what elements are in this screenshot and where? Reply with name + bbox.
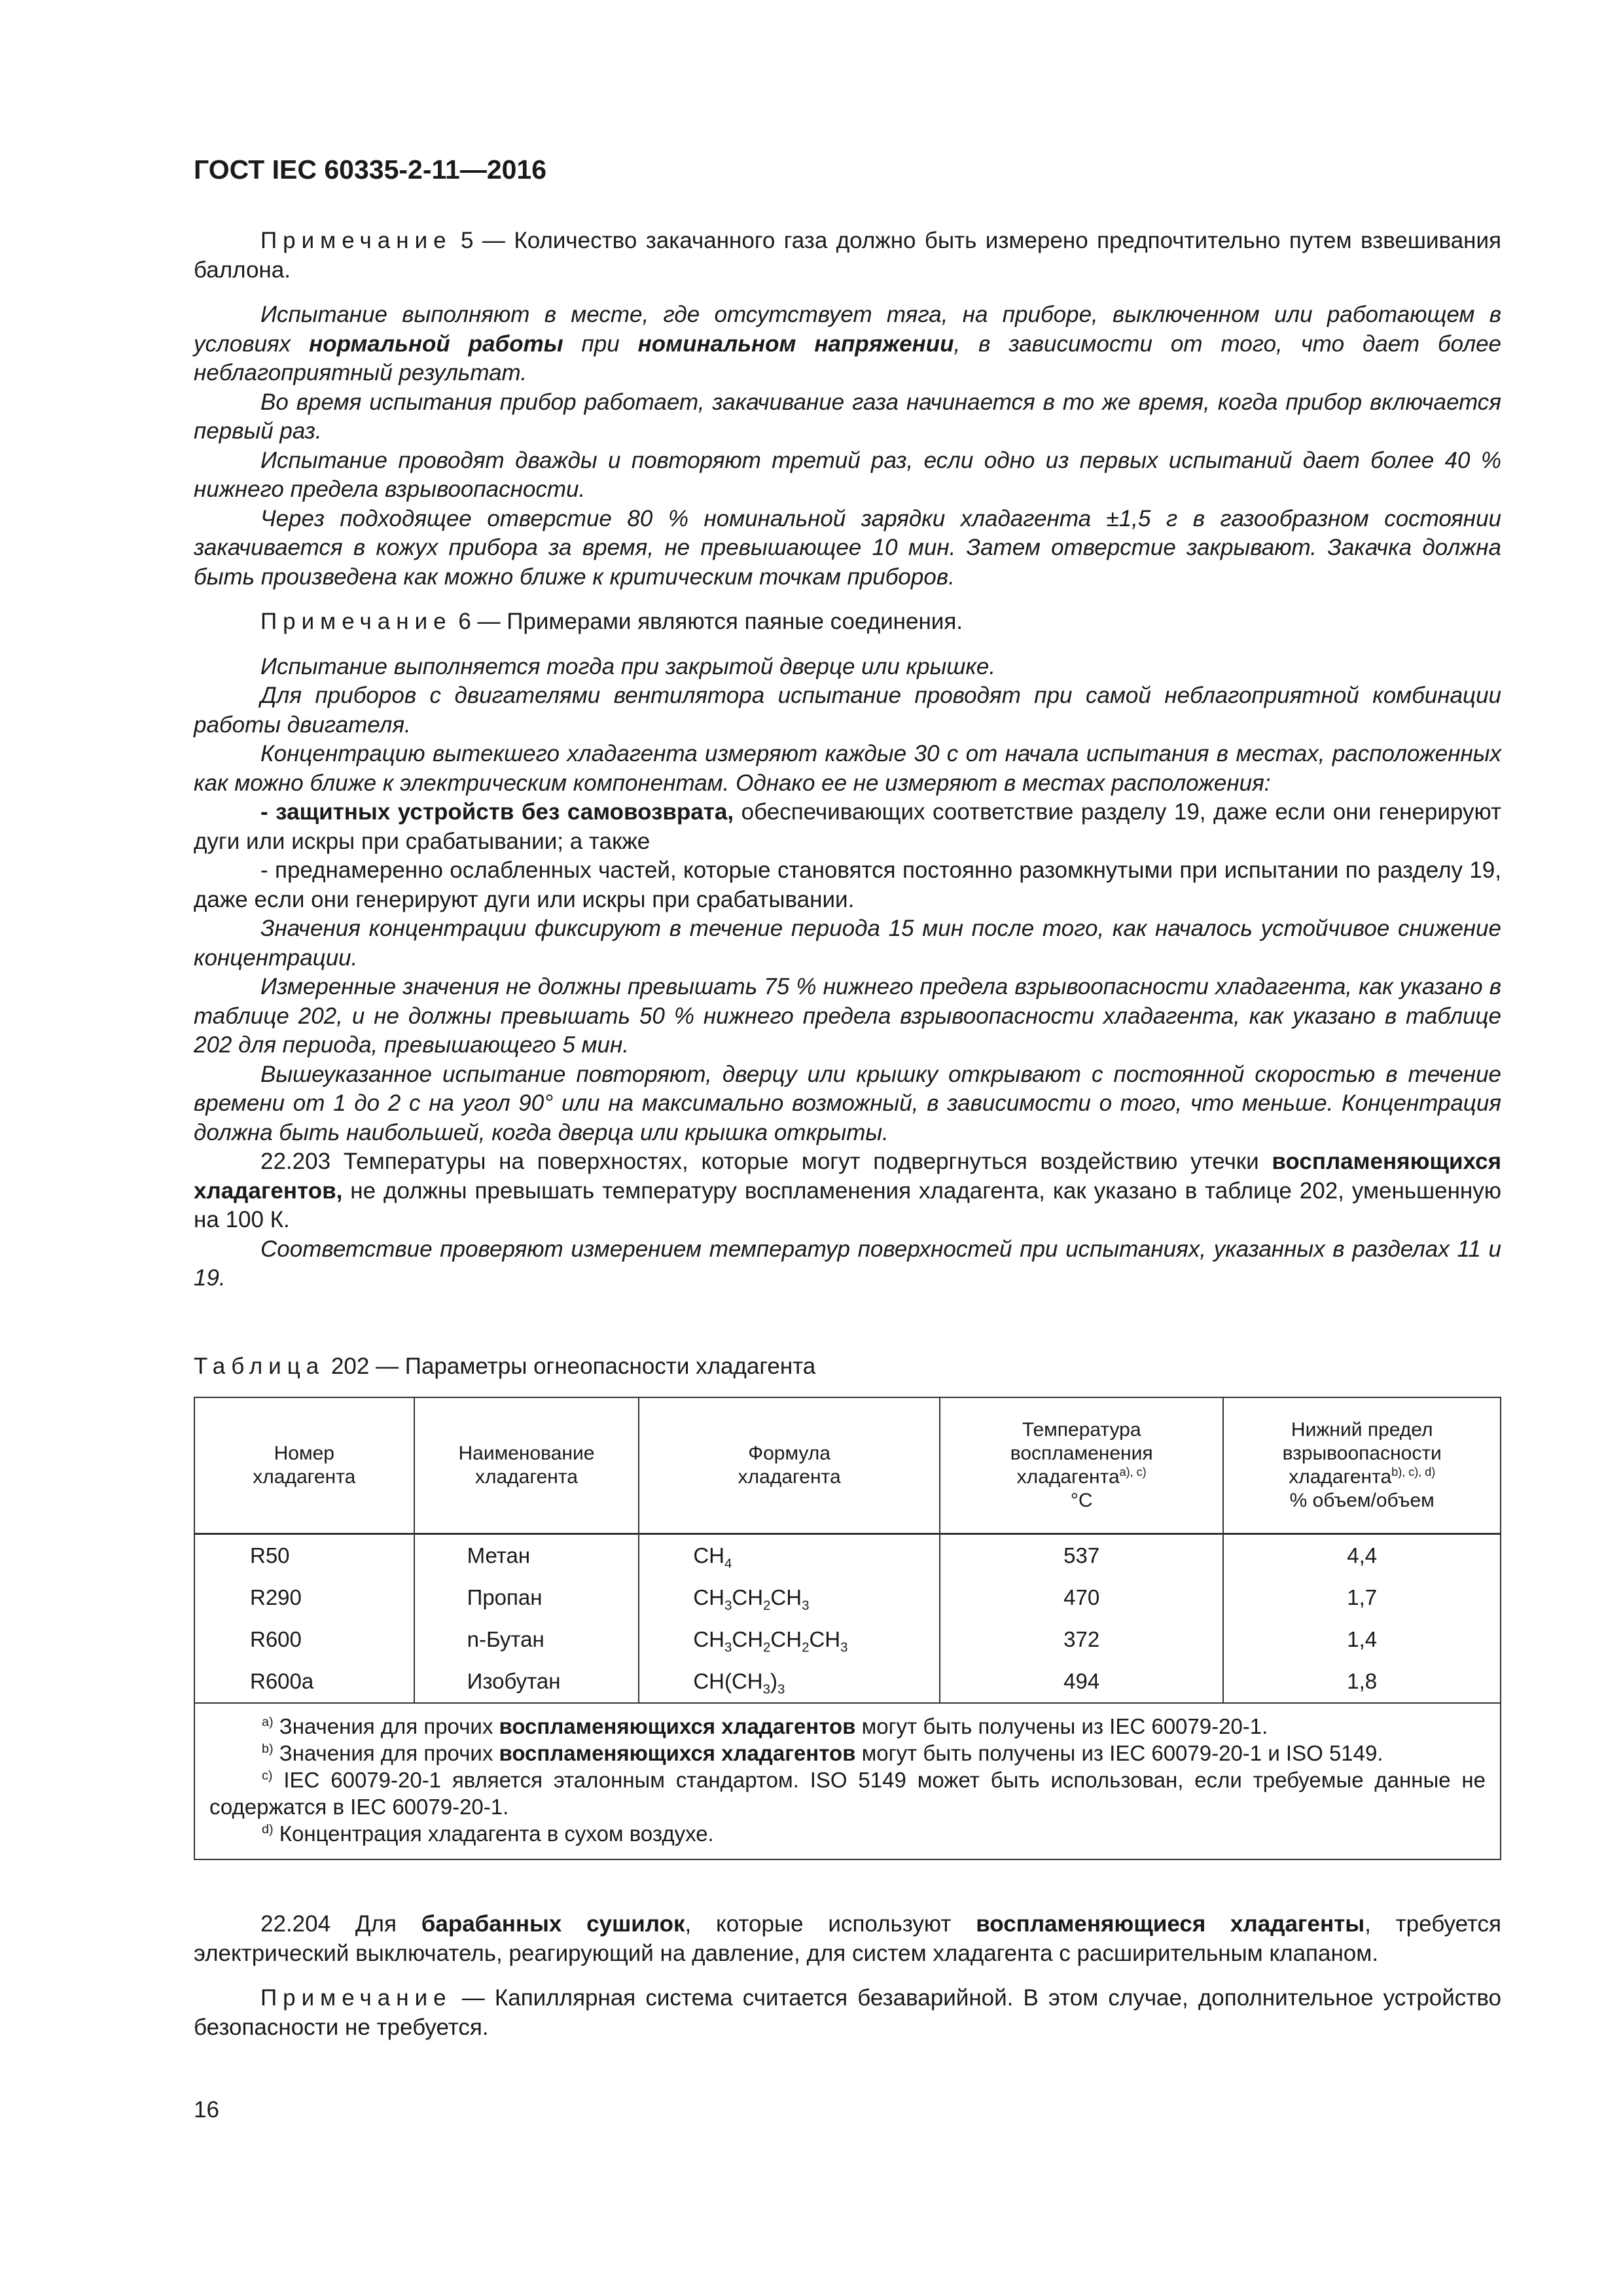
cell-ignition-temp: 470 <box>940 1577 1223 1619</box>
gas-injection-paragraph: Через подходящее отверстие 80 % номинальной зарядки хладагента ±1,5 г в газообразном состоянии закачивается в кожух прибора за время, не превышающее 10 мин. Затем отверстие закрывают. Закачка должна быть произведена как можно ближе к критическим точкам приборов. <box>194 505 1501 590</box>
footnote-a: $^{a)}$ Значения для прочих воспламеняющихся хладагентов могут быть получены из IEC 60079-20-1. <box>262 1714 1268 1738</box>
main-text-lower <box>194 1910 1501 2042</box>
table-row <box>194 1577 1501 1619</box>
note-5: Примечание 5 — Количество закачанного газа должно быть измерено предпочтительно путем взвешивания баллона. <box>194 228 1501 283</box>
refrigerant-table <box>194 1397 1501 1860</box>
note-label: Примечание <box>260 609 452 634</box>
test-conditions-paragraph: Испытание выполняют в месте, где отсутствует тяга, на приборе, выключенном или работающем в условиях нормальной работы при номинальном напряжении, в зависимости от того, что дает более неблагоприятный результат. <box>194 302 1501 386</box>
note-6: Примечание 6 — Примерами являются паяные соединения. <box>260 609 963 634</box>
cell-name: Метан <box>414 1534 639 1577</box>
test-start-paragraph: Во время испытания прибор работает, закачивание газа начинается в то же время, когда прибор включается первый раз. <box>194 389 1501 444</box>
exclusion-item-2: - преднамеренно ослабленных частей, которые становятся постоянно разомкнутыми при испытании по разделу 19, даже если они генерируют дуги или искры при срабатывании. <box>194 857 1501 912</box>
clause-22-203: 22.203 Температуры на поверхностях, которые могут подвергнуться воздействию утечки воспламеняющихся хладагентов, не должны превышать температуру воспламенения хладагента, как указано в таблице 202, уменьшенную на 100 К. <box>194 1149 1501 1232</box>
cell-formula: $CH_3CH_2CH_3$ <box>639 1577 940 1619</box>
clause-22-203-compliance: Соответствие проверяют измерением температур поверхностей при испытаниях, указанных в разделах 11 и 19. <box>194 1236 1501 1291</box>
table-row <box>194 1660 1501 1703</box>
table-caption: Таблица 202 — Параметры огнеопасности хладагента <box>194 1354 816 1379</box>
cell-lower-limit: 4,4 <box>1223 1534 1501 1577</box>
test-repeat-paragraph: Испытание проводят дважды и повторяют третий раз, если одно из первых испытаний дает более 40 % нижнего предела взрывоопасности. <box>194 447 1501 502</box>
header-ignition-temp: Температура воспламенения хладагента$^{a), c)}$ °C <box>940 1397 1223 1534</box>
cell-number: R290 <box>194 1577 414 1619</box>
note-label: Примечание <box>260 228 452 253</box>
table-row <box>194 1619 1501 1660</box>
limits-paragraph: Измеренные значения не должны превышать 75 % нижнего предела взрывоопасности хладагента, как указано в таблице 202, и не должны превышать 50 % нижнего предела взрывоопасности хладагента, как указано в таблице 202 для периода, превышающего 5 мин. <box>194 974 1501 1058</box>
clause-22-204: 22.204 Для барабанных сушилок, которые используют воспламеняющиеся хладагенты, требуется электрический выключатель, реагирующий на давление, для систем хладагента с расширительным клапаном. <box>194 1911 1501 1966</box>
cell-formula: $CH_3CH_2CH_2CH_3$ <box>639 1619 940 1660</box>
main-text-upper <box>194 226 1501 1293</box>
cell-name: Изобутан <box>414 1660 639 1703</box>
document-header: ГОСТ IEC 60335-2-11—2016 <box>194 154 547 185</box>
cell-lower-limit: 1,7 <box>1223 1577 1501 1619</box>
cell-ignition-temp: 537 <box>940 1534 1223 1577</box>
cell-lower-limit: 1,8 <box>1223 1660 1501 1703</box>
exclusion-item-1: - защитных устройств без самовозврата, обеспечивающих соответствие разделу 19, даже если они генерируют дуги или искры при срабатывании; а также <box>194 799 1501 854</box>
table-footnotes <box>194 1703 1501 1859</box>
cell-name: Пропан <box>414 1577 639 1619</box>
note-label: Примечание <box>260 1985 452 2011</box>
cell-formula: $CH(CH_3)_3$ <box>639 1660 940 1703</box>
footnote-b: $^{b)}$ Значения для прочих воспламеняющихся хладагентов могут быть получены из IEC 60079-20-1 и ISO 5149. <box>262 1741 1383 1765</box>
header-lower-limit: Нижний предел взрывоопасности хладагента$^{b), c), d)}$ % объем/объем <box>1223 1397 1501 1534</box>
page-number: 16 <box>194 2097 219 2123</box>
fan-motor-paragraph: Для приборов с двигателями вентилятора испытание проводят при самой неблагоприятной комбинации работы двигателя. <box>194 683 1501 738</box>
header-number: Номер хладагента <box>194 1397 414 1534</box>
cell-number: R600a <box>194 1660 414 1703</box>
table-header-row <box>194 1397 1501 1534</box>
header-name: Наименование хладагента <box>414 1397 639 1534</box>
footnote-c: $^{c)}$ IEC 60079-20-1 является эталонным стандартом. ISO 5149 может быть использован, если требуемые данные не содержатся в IEC 60079-20-1. <box>209 1768 1486 1819</box>
cell-number: R600 <box>194 1619 414 1660</box>
footnote-d: $^{d)}$ Концентрация хладагента в сухом воздухе. <box>262 1821 714 1846</box>
cell-name: n-Бутан <box>414 1619 639 1660</box>
cell-lower-limit: 1,4 <box>1223 1619 1501 1660</box>
door-closed-paragraph: Испытание выполняется тогда при закрытой дверце или крышке. <box>260 653 996 679</box>
cell-ignition-temp: 372 <box>940 1619 1223 1660</box>
concentration-measure-paragraph: Концентрацию вытекшего хладагента измеряют каждые 30 с от начала испытания в местах, расположенных как можно ближе к электрическим компонентам. Однако ее не измеряют в местах расположения: <box>194 741 1501 796</box>
note-final: Примечание — Капиллярная система считается безаварийной. В этом случае, дополнительное устройство безопасности не требуется. <box>194 1985 1501 2040</box>
cell-formula: $CH_4$ <box>639 1534 940 1577</box>
table-row <box>194 1534 1501 1577</box>
header-formula: Формула хладагента <box>639 1397 940 1534</box>
cell-number: R50 <box>194 1534 414 1577</box>
concentration-record-paragraph: Значения концентрации фиксируют в течение периода 15 мин после того, как началось устойчивое снижение концентрации. <box>194 916 1501 971</box>
door-open-test-paragraph: Вышеуказанное испытание повторяют, дверцу или крышку открывают с постоянной скоростью в течение времени от 1 до 2 с на угол 90° или на максимально возможный, в зависимости о того, что меньше. Концентрация должна быть наибольшей, когда дверца или крышка открыты. <box>194 1061 1501 1145</box>
cell-ignition-temp: 494 <box>940 1660 1223 1703</box>
